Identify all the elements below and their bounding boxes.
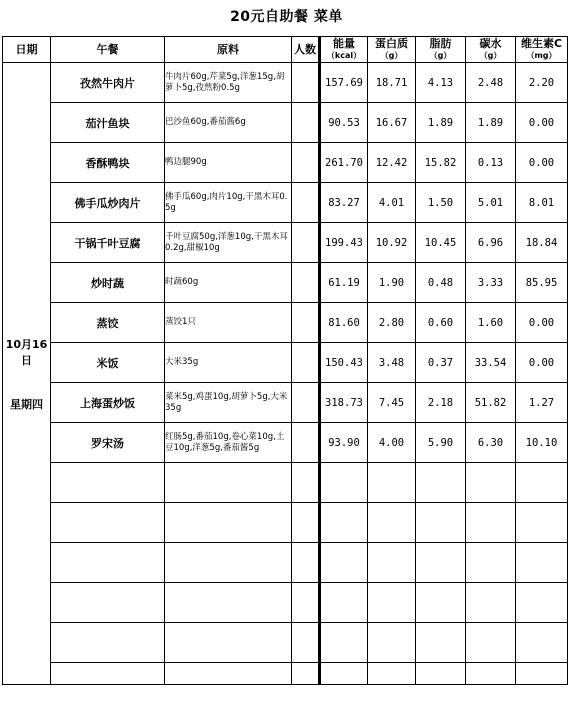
dish-ingredients: 千叶豆腐50g,洋葱10g,干黑木耳0.2g,甜椒10g bbox=[165, 223, 292, 263]
protein-value: 2.80 bbox=[368, 303, 416, 343]
header-row bbox=[3, 37, 568, 63]
protein-value: 4.01 bbox=[368, 183, 416, 223]
dish-name: 上海蛋炒饭 bbox=[51, 383, 165, 423]
energy-value: 83.27 bbox=[320, 183, 368, 223]
fat-value: 10.45 bbox=[416, 223, 466, 263]
people-count bbox=[292, 63, 320, 103]
people-count bbox=[292, 143, 320, 183]
dish-name: 茄汁鱼块 bbox=[51, 103, 165, 143]
dish-name: 蒸饺 bbox=[51, 303, 165, 343]
carb-value: 5.01 bbox=[466, 183, 516, 223]
energy-value: 150.43 bbox=[320, 343, 368, 383]
dish-ingredients: 鸭边腿90g bbox=[165, 143, 292, 183]
table-row bbox=[3, 343, 568, 383]
table-row bbox=[3, 183, 568, 223]
people-count bbox=[292, 303, 320, 343]
dish-name: 香酥鸭块 bbox=[51, 143, 165, 183]
energy-value: 157.69 bbox=[320, 63, 368, 103]
protein-value: 4.00 bbox=[368, 423, 416, 463]
carb-value: 33.54 bbox=[466, 343, 516, 383]
dish-name: 干锅千叶豆腐 bbox=[51, 223, 165, 263]
vitc-value: 18.84 bbox=[516, 223, 568, 263]
dish-ingredients: 牛肉片60g,芹菜5g,洋葱15g,胡萝卜5g,孜然粉0.5g bbox=[165, 63, 292, 103]
vitc-value: 0.00 bbox=[516, 143, 568, 183]
dish-ingredients: 红肠5g,番茄10g,卷心菜10g,土豆10g,洋葱5g,番茄酱5g bbox=[165, 423, 292, 463]
people-count bbox=[292, 383, 320, 423]
protein-value: 7.45 bbox=[368, 383, 416, 423]
header-vitc: 维生素C （mg） bbox=[516, 37, 568, 63]
carb-value: 3.33 bbox=[466, 263, 516, 303]
vitc-value: 8.01 bbox=[516, 183, 568, 223]
vitc-value: 10.10 bbox=[516, 423, 568, 463]
dish-name: 佛手瓜炒肉片 bbox=[51, 183, 165, 223]
weekday-label: 星期四 bbox=[10, 397, 43, 411]
protein-value: 12.42 bbox=[368, 143, 416, 183]
vitc-value: 0.00 bbox=[516, 343, 568, 383]
carb-value: 6.96 bbox=[466, 223, 516, 263]
fat-value: 4.13 bbox=[416, 63, 466, 103]
carb-value: 1.89 bbox=[466, 103, 516, 143]
people-count bbox=[292, 343, 320, 383]
table-row bbox=[3, 383, 568, 423]
header-carb: 碳水 （g） bbox=[466, 37, 516, 63]
table-row bbox=[3, 103, 568, 143]
dish-ingredients: 巴沙鱼60g,番茄酱6g bbox=[165, 103, 292, 143]
fat-value: 1.89 bbox=[416, 103, 466, 143]
dish-name: 米饭 bbox=[51, 343, 165, 383]
fat-value: 5.90 bbox=[416, 423, 466, 463]
dish-ingredients: 时蔬60g bbox=[165, 263, 292, 303]
empty-row bbox=[3, 543, 568, 583]
carb-value: 2.48 bbox=[466, 63, 516, 103]
carb-value: 0.13 bbox=[466, 143, 516, 183]
table-row bbox=[3, 223, 568, 263]
energy-value: 261.70 bbox=[320, 143, 368, 183]
header-energy: 能量 （kcal） bbox=[320, 37, 368, 63]
vitc-value: 1.27 bbox=[516, 383, 568, 423]
fat-value: 0.60 bbox=[416, 303, 466, 343]
energy-value: 81.60 bbox=[320, 303, 368, 343]
energy-value: 61.19 bbox=[320, 263, 368, 303]
vitc-value: 0.00 bbox=[516, 103, 568, 143]
header-meal: 午餐 bbox=[51, 37, 165, 63]
date-label: 10月16日 bbox=[5, 337, 48, 367]
empty-row bbox=[3, 463, 568, 503]
fat-value: 0.48 bbox=[416, 263, 466, 303]
table-row bbox=[3, 303, 568, 343]
people-count bbox=[292, 183, 320, 223]
people-count bbox=[292, 263, 320, 303]
day-cell bbox=[3, 63, 51, 685]
fat-value: 0.37 bbox=[416, 343, 466, 383]
dish-ingredients: 菜米5g,鸡蛋10g,胡萝卜5g,大米35g bbox=[165, 383, 292, 423]
empty-row bbox=[3, 663, 568, 685]
protein-value: 16.67 bbox=[368, 103, 416, 143]
vitc-value: 0.00 bbox=[516, 303, 568, 343]
protein-value: 18.71 bbox=[368, 63, 416, 103]
carb-value: 51.82 bbox=[466, 383, 516, 423]
header-protein: 蛋白质 （g） bbox=[368, 37, 416, 63]
vitc-value: 85.95 bbox=[516, 263, 568, 303]
menu-table bbox=[2, 36, 568, 685]
dish-name: 孜然牛肉片 bbox=[51, 63, 165, 103]
header-date: 日期 bbox=[3, 37, 51, 63]
energy-value: 93.90 bbox=[320, 423, 368, 463]
dish-ingredients: 大米35g bbox=[165, 343, 292, 383]
empty-row bbox=[3, 503, 568, 543]
vitc-value: 2.20 bbox=[516, 63, 568, 103]
energy-value: 318.73 bbox=[320, 383, 368, 423]
header-fat: 脂肪 （g） bbox=[416, 37, 466, 63]
energy-value: 90.53 bbox=[320, 103, 368, 143]
protein-value: 1.90 bbox=[368, 263, 416, 303]
table-row bbox=[3, 423, 568, 463]
energy-value: 199.43 bbox=[320, 223, 368, 263]
dish-ingredients: 蒸饺1只 bbox=[165, 303, 292, 343]
empty-row bbox=[3, 623, 568, 663]
table-row bbox=[3, 63, 568, 103]
page-title: 20元自助餐 菜单 bbox=[230, 9, 343, 25]
fat-value: 1.50 bbox=[416, 183, 466, 223]
table-row bbox=[3, 263, 568, 303]
protein-value: 3.48 bbox=[368, 343, 416, 383]
protein-value: 10.92 bbox=[368, 223, 416, 263]
dish-name: 罗宋汤 bbox=[51, 423, 165, 463]
header-people: 人数 bbox=[292, 37, 320, 63]
empty-row bbox=[3, 583, 568, 623]
people-count bbox=[292, 103, 320, 143]
fat-value: 2.18 bbox=[416, 383, 466, 423]
fat-value: 15.82 bbox=[416, 143, 466, 183]
table-row bbox=[3, 143, 568, 183]
header-ingredients: 原料 bbox=[165, 37, 292, 63]
carb-value: 6.30 bbox=[466, 423, 516, 463]
dish-name: 炒时蔬 bbox=[51, 263, 165, 303]
dish-ingredients: 佛手瓜60g,肉片10g,干黑木耳0.5g bbox=[165, 183, 292, 223]
people-count bbox=[292, 423, 320, 463]
people-count bbox=[292, 223, 320, 263]
carb-value: 1.60 bbox=[466, 303, 516, 343]
